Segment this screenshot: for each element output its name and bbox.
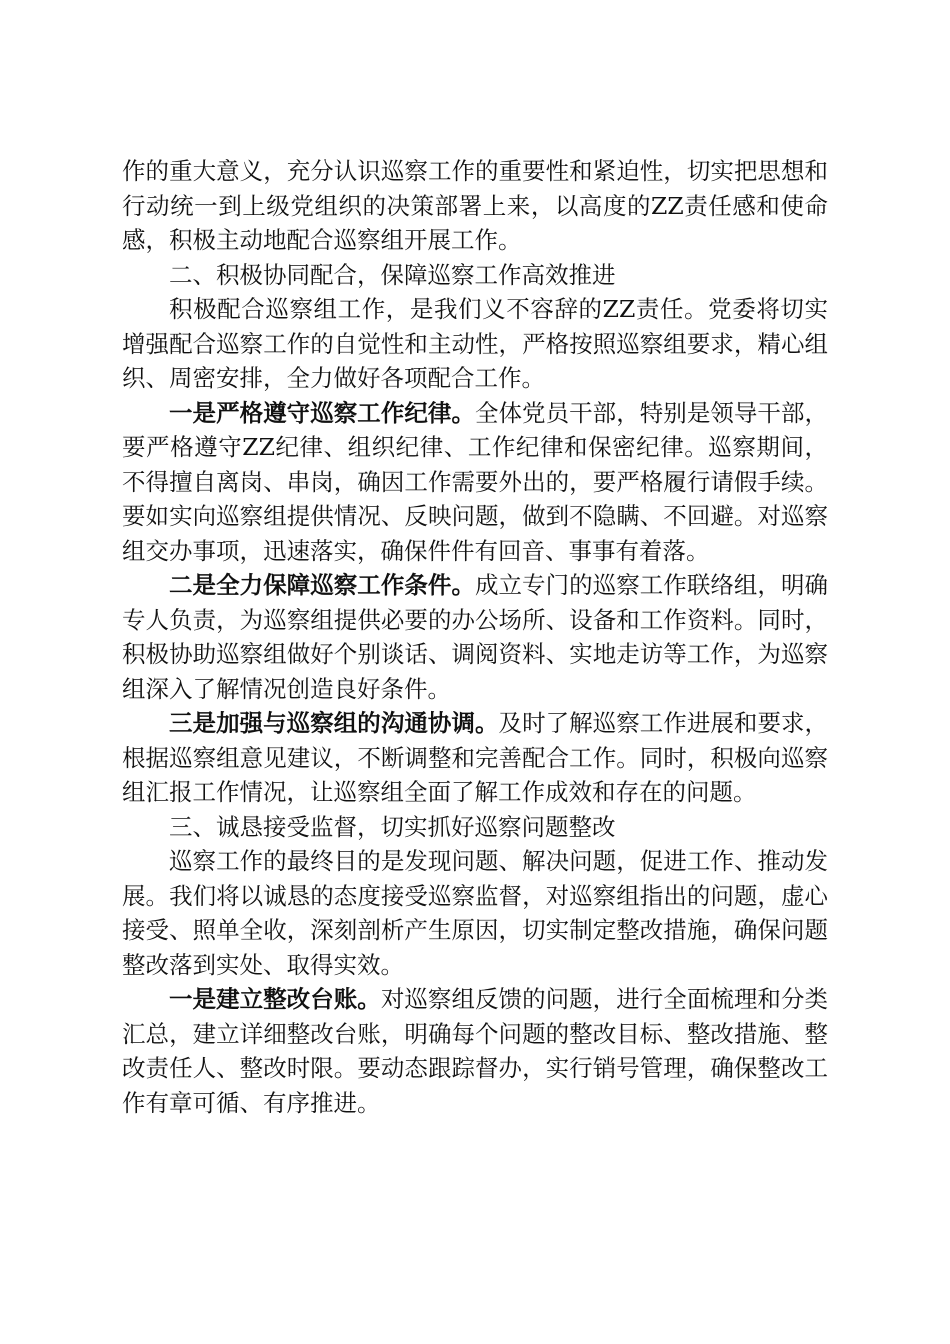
paragraph-body: 及时了解巡察工作进展和要求，根据巡察组意见建议，不断调整和完善配合工作。同时，积极向巡察组汇报工作情况，让巡察组全面了解工作成效和存在的问题。 — [122, 709, 829, 806]
document-page — [122, 154, 828, 1120]
paragraph-ledger — [122, 982, 828, 1120]
paragraph-conditions — [122, 568, 828, 706]
paragraph-body: 对巡察组反馈的问题，进行全面梳理和分类汇总，建立详细整改台账，明确每个问题的整改目标、整改措施、整改责任人、整改时限。要动态跟踪督办，实行销号管理，确保整改工作有章可循、有序推进。 — [122, 985, 829, 1117]
section-heading-3: 三、诚恳接受监督，切实抓好巡察问题整改 — [169, 812, 616, 841]
lead-phrase: 三是加强与巡察组的沟通协调。 — [169, 709, 499, 737]
paragraph-body: 成立专门的巡察工作联络组，明确专人负责，为巡察组提供必要的办公场所、设备和工作资料。同时，积极协助巡察组做好个别谈话、调阅资料、实地走访等工作，为巡察组深入了解情况创造良好条件。 — [122, 571, 829, 703]
paragraph-continuation: 作的重大意义，充分认识巡察工作的重要性和紧迫性，切实把思想和行动统一到上级党组织的决策部署上来，以高度的ZZ责任感和使命感，积极主动地配合巡察组开展工作。 — [122, 157, 828, 254]
paragraph-communication — [122, 706, 828, 810]
paragraph-body: 全体党员干部，特别是领导干部，要严格遵守ZZ纪律、组织纪律、工作纪律和保密纪律。巡察期间，不得擅自离岗、串岗，确因工作需要外出的，要严格履行请假手续。要如实向巡察组提供情况、反映问题，做到不隐瞒、不回避。对巡察组交办事项，迅速落实，确保件件有回音、事事有着落。 — [122, 398, 829, 565]
section-heading-2: 二、积极协同配合，保障巡察工作高效推进 — [169, 260, 616, 289]
lead-phrase: 二是全力保障巡察工作条件。 — [169, 571, 475, 599]
paragraph-supervision-intro: 巡察工作的最终目的是发现问题、解决问题，促进工作、推动发展。我们将以诚恳的态度接受巡察监督，对巡察组指出的问题，虚心接受、照单全收，深刻剖析产生原因，切实制定整改措施，确保问题整改落到实处、取得实效。 — [122, 847, 828, 979]
lead-phrase: 一是建立整改台账。 — [169, 985, 381, 1013]
lead-phrase: 一是严格遵守巡察工作纪律。 — [169, 398, 475, 427]
paragraph-discipline — [122, 396, 828, 569]
paragraph-cooperation-intro: 积极配合巡察组工作，是我们义不容辞的ZZ责任。党委将切实增强配合巡察工作的自觉性和主动性，严格按照巡察组要求，精心组织、周密安排，全力做好各项配合工作。 — [122, 295, 828, 392]
